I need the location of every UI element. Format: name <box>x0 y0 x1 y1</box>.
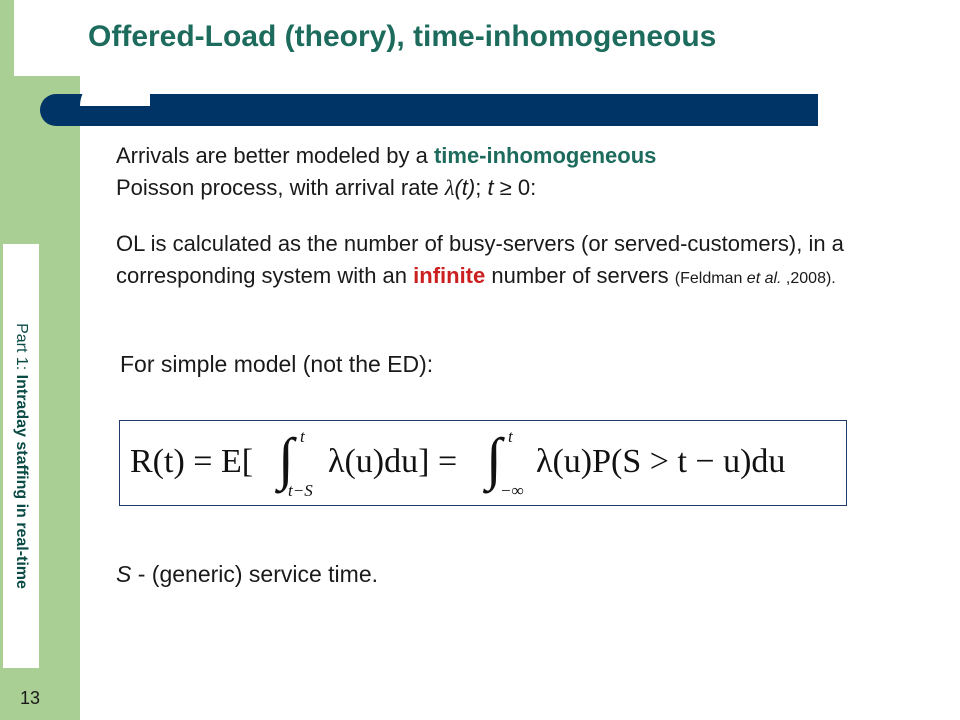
citation-a: (Feldman <box>674 270 747 287</box>
paragraph-simple-model: For simple model (not the ED): <box>120 351 434 377</box>
p1-t: t <box>487 175 494 200</box>
integral-2-lower: −∞ <box>500 481 524 500</box>
integral-1: ∫ <box>278 426 294 491</box>
lambda-symbol: λ <box>444 175 455 200</box>
citation-etal: et al. <box>746 270 782 287</box>
page-number: 13 <box>19 688 41 708</box>
p1-text-a: Arrivals are better modeled by a <box>116 143 434 168</box>
p1-emphasis: time-inhomogeneous <box>433 143 657 168</box>
p4-text: - (generic) service time. <box>131 561 379 587</box>
p2-infinite: infinite <box>413 263 486 288</box>
p2-text-b: number of servers <box>485 263 675 288</box>
part-title: Intraday staffing in real-time <box>13 374 30 589</box>
formula-term-1: λ(u)du] = <box>328 443 458 480</box>
paragraph-offered-load <box>116 228 916 295</box>
p2-text-a: OL is calculated as the number of busy-servers (or served-customers), in a corresponding system with an <box>116 231 844 288</box>
integral-2-upper: t <box>508 427 513 446</box>
citation-b: ,2008). <box>781 270 836 287</box>
formula-term-2: λ(u)P(S > t − u)du <box>536 443 786 480</box>
formula-box <box>119 420 847 506</box>
title-bar <box>40 94 818 126</box>
part-number: Part 1: <box>13 323 30 375</box>
integral-2: ∫ <box>486 426 502 491</box>
paragraph-service-time <box>116 558 378 590</box>
sidebar-part-label <box>12 323 30 589</box>
integral-1-lower: t−S <box>288 481 313 500</box>
formula <box>128 421 840 507</box>
citation <box>675 270 836 287</box>
integral-1-upper: t <box>300 427 305 446</box>
p4-s: S <box>116 561 132 587</box>
paragraph-arrivals <box>116 140 916 204</box>
formula-lhs: R(t) = E[ <box>130 443 254 480</box>
corner-curve <box>80 76 150 106</box>
slide-title: Offered-Load (theory), time-inhomogeneous <box>88 20 717 53</box>
p1-text-b: Poisson process, with arrival rate <box>116 175 445 200</box>
p1-text-f: ≥ 0: <box>493 175 537 200</box>
p1-t-arg: (t) <box>454 175 476 200</box>
p1-sep: ; <box>475 175 488 200</box>
